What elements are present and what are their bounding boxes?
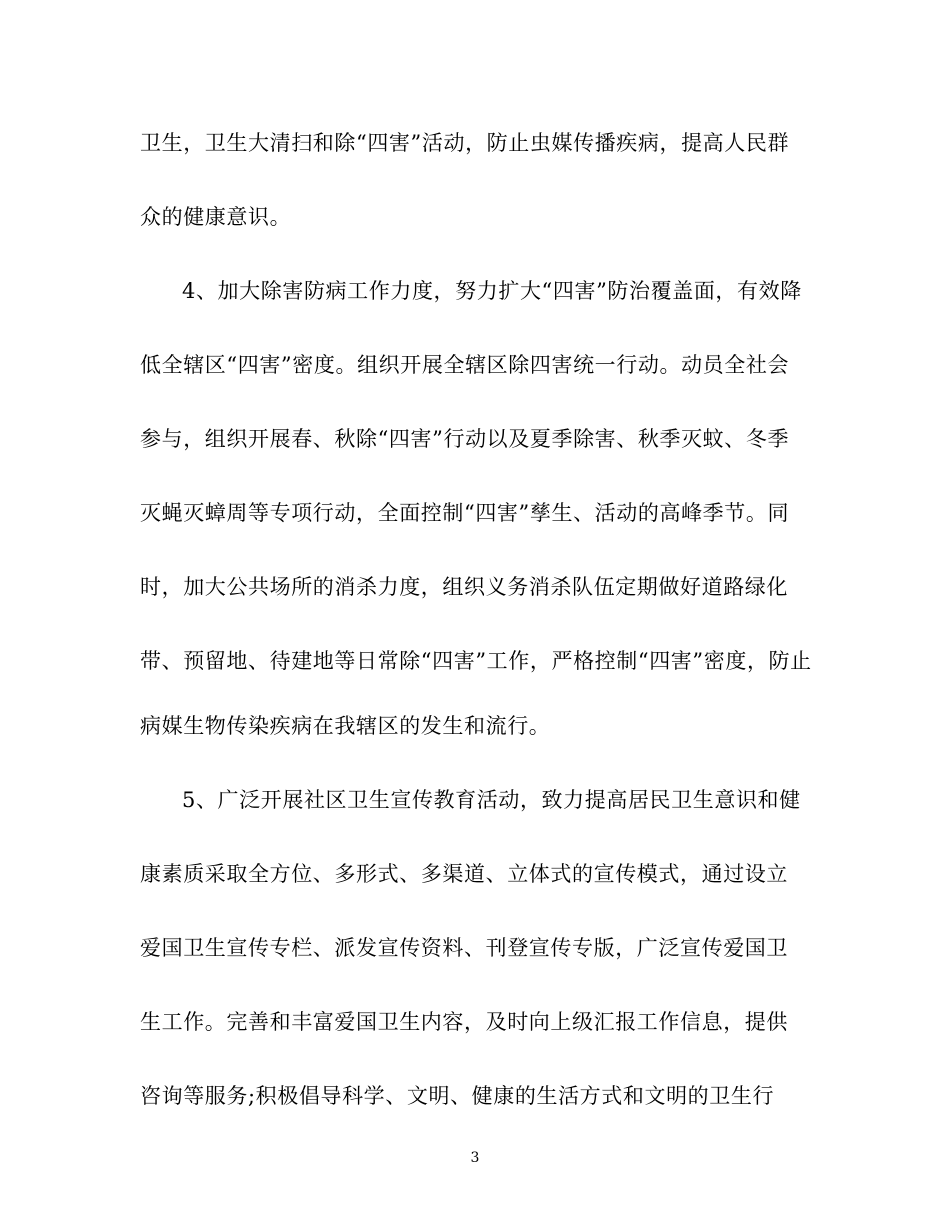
text-line: 众的健康意识。	[140, 205, 292, 229]
text-line: 病媒生物传染疾病在我辖区的发生和流行。	[140, 714, 551, 738]
paragraph-start-line: 4、加大除害防病工作力度，努力扩大“四害”防治覆盖面，有效降	[182, 279, 802, 303]
text-line: 时，加大公共场所的消杀力度，组织义务消杀队伍定期做好道路绿化	[140, 575, 788, 599]
text-line: 卫生，卫生大清扫和除“四害”活动，防止虫媒传播疾病，提高人民群	[140, 131, 790, 155]
text-line: 咨询等服务;积极倡导科学、文明、健康的生活方式和文明的卫生行	[140, 1084, 775, 1108]
text-line: 带、预留地、待建地等日常除“四害”工作，严格控制“四害”密度，防止	[140, 649, 812, 673]
text-line: 灭蝇灭蟑周等专项行动，全面控制“四害”孳生、活动的高峰季节。同	[140, 501, 790, 525]
text-line: 参与，组织开展春、秋除“四害”行动以及夏季除害、秋季灭蚊、冬季	[140, 427, 790, 451]
paragraph-start-line: 5、广泛开展社区卫生宣传教育活动，致力提高居民卫生意识和健	[182, 788, 801, 812]
text-line: 生工作。完善和丰富爱国卫生内容，及时向上级汇报工作信息，提供	[140, 1010, 788, 1034]
text-line: 爱国卫生宣传专栏、派发宣传资料、刊登宣传专版，广泛宣传爱国卫	[140, 936, 788, 960]
text-line: 康素质采取全方位、多形式、多渠道、立体式的宣传模式，通过设立	[140, 862, 788, 886]
text-line: 低全辖区“四害”密度。组织开展全辖区除四害统一行动。动员全社会	[140, 353, 790, 377]
page-number: 3	[470, 1150, 480, 1166]
